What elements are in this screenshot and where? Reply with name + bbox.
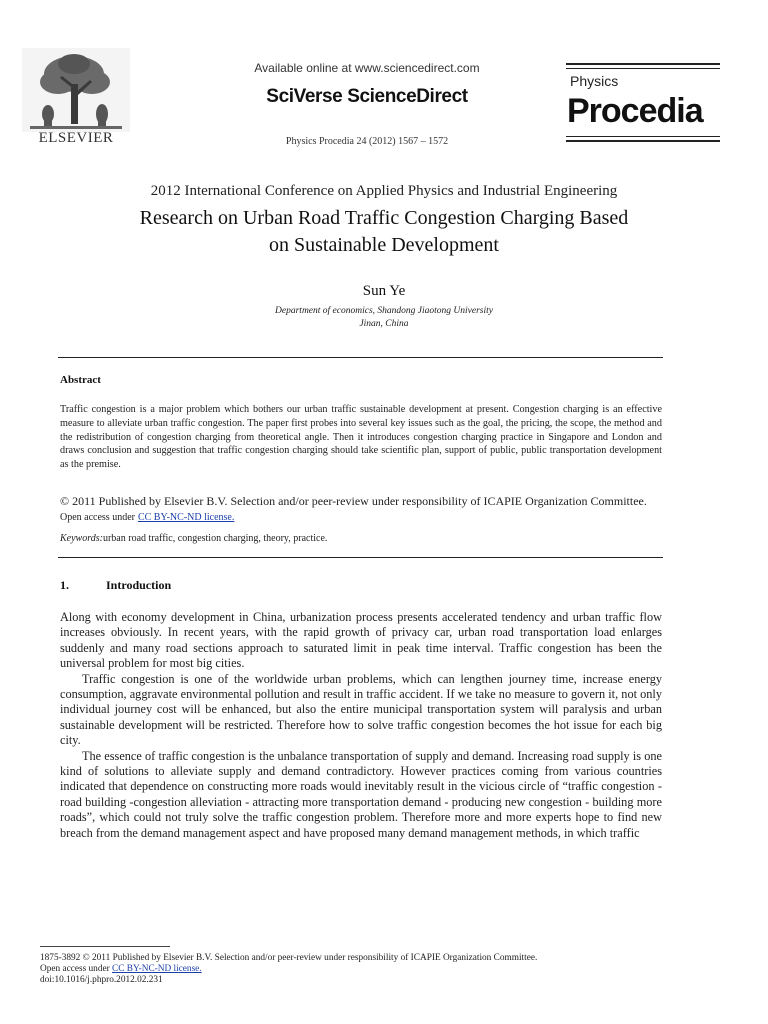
license-link[interactable]: CC BY-NC-ND license. xyxy=(137,512,235,523)
footer-notes xyxy=(40,953,740,986)
available-online-text: Available online at www.sciencedirect.com xyxy=(254,61,480,75)
affiliation-line-1: Department of economics, Shandong Jiaotong University xyxy=(275,306,493,316)
journal-top-rule xyxy=(566,63,720,65)
footer-license-link[interactable]: CC BY-NC-ND license. xyxy=(112,964,202,974)
paper-title-line-2: on Sustainable Development xyxy=(269,234,499,256)
footer-issn-line: 1875-3892 © 2011 Published by Elsevier B.V. Selection and/or peer-review under responsibility of ICAPIE Organization Committee. xyxy=(40,953,538,963)
section-title: Introduction xyxy=(106,578,172,592)
author-name: Sun Ye xyxy=(362,283,406,299)
journal-bottom-rule-thick xyxy=(566,140,720,142)
footer-open-access-line xyxy=(40,964,740,975)
footer-open-access-text: Open access under xyxy=(40,964,110,974)
copyright-text: © 2011 Published by Elsevier B.V. Selection and/or peer-review under responsibility of ICAPIE Organization Committee. xyxy=(60,494,647,508)
open-access-text: Open access under xyxy=(60,512,135,523)
author-affiliation xyxy=(40,305,728,331)
abstract-bottom-divider xyxy=(58,557,663,558)
body-paragraph-2: Traffic congestion is one of the worldwide urban problems, which can lengthen journey time, increase energy consumption, aggravate environmental pollution and result in traffic accident. If we take no measure to govern it, not only individual journey cost will be enhanced, but also the entire municipal transportation system will paralysis and urban sustainable development will be restricted. Therefore how to solve traffic congestion becomes the hot issue for each big city. xyxy=(60,671,662,748)
body-paragraph-1: Along with economy development in China, urbanization process presents accelerated tendency and urban traffic flow increases obviously. In recent years, with the rapid growth of privacy car, urban road transportation load enlarges suddenly and many road sections approach to saturated limit in peak time interval. Traffic congestion has been the universal problem for most big cities. xyxy=(60,610,662,671)
journal-subject: Physics xyxy=(570,73,619,89)
publisher-name: ELSEVIER xyxy=(38,130,114,146)
conference-name: 2012 International Conference on Applied Physics and Industrial Engineering xyxy=(150,183,618,199)
journal-bottom-rule xyxy=(566,136,720,137)
section-body xyxy=(60,610,662,841)
footer-doi: doi:10.1016/j.phpro.2012.02.231 xyxy=(40,975,163,985)
affiliation-line-2: Jinan, China xyxy=(359,319,409,329)
journal-top-rule-thin xyxy=(566,68,720,69)
keywords-label: Keywords: xyxy=(60,533,103,544)
section-number: 1. xyxy=(60,578,69,592)
citation-line: Physics Procedia 24 (2012) 1567 – 1572 xyxy=(285,136,449,147)
abstract-body: Traffic congestion is a major problem which bothers our urban traffic sustainable development at present. Congestion charging is an effective measure to alleviate urban traffic congestion. The paper first probes into several key issues such as the goal, the pricing, the scope, the method and the redistribution of congestion charging from theoretical angle. Then it introduces congestion charging practice in Singapore and London and draws conclusion and suggestion that traffic congestion charging should take scientific plan, support of public, public transportation development as the premise. xyxy=(60,404,662,471)
footer-divider xyxy=(40,946,170,947)
body-paragraph-3: The essence of traffic congestion is the unbalance transportation of supply and demand. Increasing road supply is one kind of solutions to alleviate supply and demand contradictory. However practices coming from various countries indicated that dependence on constructing more roads would inevitably result in the vicious circle of “traffic congestion -road building -congestion alleviation - attracting more transportation demand - producing new congestion - building more roads”, which could not truly solve the traffic congestion problem. Therefore more and more experts hope to find new breach from the demand management aspect and have proposed many demand management methods, in which traffic xyxy=(60,748,662,840)
paper-title xyxy=(40,205,728,259)
keywords xyxy=(60,533,662,544)
copyright-notice xyxy=(60,494,662,525)
abstract-top-divider xyxy=(58,357,663,358)
keywords-list: urban road traffic, congestion charging, theory, practice. xyxy=(102,533,328,544)
journal-name: Procedia xyxy=(567,92,703,130)
abstract-heading: Abstract xyxy=(60,374,101,386)
platform-name: SciVerse ScienceDirect xyxy=(266,86,468,107)
section-heading xyxy=(60,578,171,593)
paper-title-line-1: Research on Urban Road Traffic Congestion Charging Based xyxy=(139,207,629,229)
